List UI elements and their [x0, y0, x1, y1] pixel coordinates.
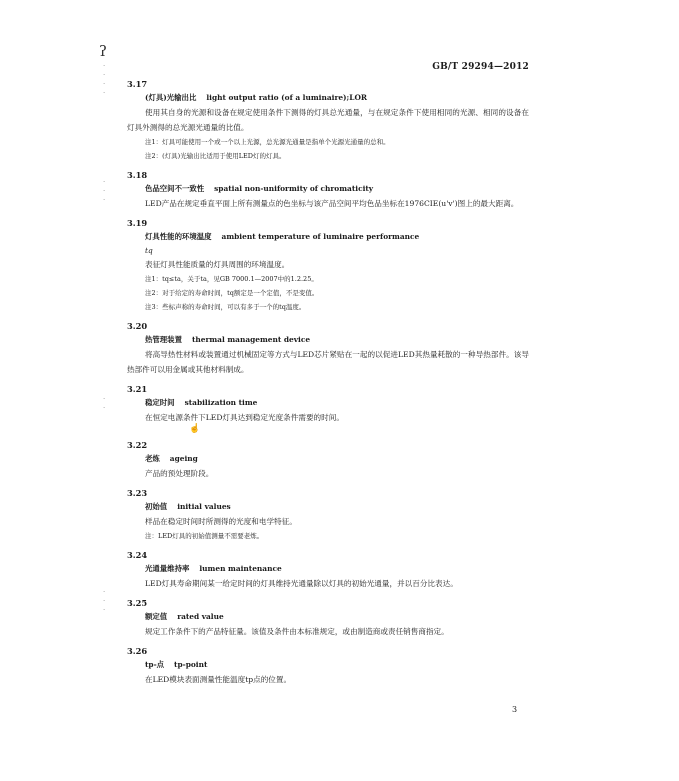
term-title — [145, 91, 529, 105]
term-number: 3.20 — [127, 321, 148, 331]
term-title — [145, 396, 529, 410]
term-title — [145, 452, 529, 466]
term-zh: 额定值 — [145, 612, 168, 621]
corner-mark: ʔ — [99, 42, 108, 60]
term-definition: 样品在稳定时间时所测得的光度和电学特征。 — [145, 517, 297, 526]
term-entry — [127, 383, 529, 433]
term-entry — [127, 645, 529, 687]
term-zh: 热管理装置 — [145, 335, 182, 344]
term-number: 3.24 — [127, 550, 148, 560]
page-number: 3 — [512, 705, 518, 714]
term-note: 注3：些标声称的寿命时间，可以有多于一个的tq温度。 — [145, 303, 306, 311]
hand-cursor-icon: ☝ — [189, 424, 201, 434]
term-number: 3.19 — [127, 218, 148, 228]
term-number: 3.26 — [127, 646, 148, 656]
term-title — [145, 230, 529, 244]
term-entry — [127, 217, 529, 314]
term-zh: 老炼 — [145, 454, 160, 463]
term-en: stabilization time — [184, 398, 258, 407]
term-definition: 使用其自身的光源和设备在规定使用条件下测得的灯具总光通量，与在规定条件下使用相同的光源、相同的设备在灯具外测得的总光源光通量的比值。 — [127, 108, 529, 132]
term-entry — [127, 597, 529, 639]
term-number: 3.17 — [127, 79, 148, 89]
term-en: thermal management device — [191, 335, 311, 344]
term-en: ageing — [169, 454, 198, 463]
term-en: initial values — [177, 502, 231, 511]
term-en: spatial non-uniformity of chromaticity — [214, 184, 374, 193]
scan-edge-marks: · · · — [103, 588, 106, 614]
term-zh: 色品空间不一致性 — [145, 184, 205, 193]
term-en: light output ratio (of a luminaire);LOR — [206, 93, 368, 102]
term-zh: (灯具)光输出比 — [145, 93, 197, 102]
standard-code: GB/T 29294—2012 — [432, 62, 529, 72]
term-zh: 光通量维持率 — [145, 564, 190, 573]
scan-edge-marks: · · · · — [103, 62, 106, 97]
term-definition: 将高导热性材料或装置通过机械固定等方式与LED芯片紧贴在一起的以促进LED其热量耗散的一种导热部件。该导热部件可以用金属或其他材料制成。 — [127, 350, 529, 374]
term-definition: LED灯具寿命期间某一给定时间的灯具维持光通量除以灯具的初始光通量，并以百分比表达。 — [145, 579, 458, 588]
term-entry — [127, 439, 529, 481]
term-definition: 规定工作条件下的产品特征量。该值及条件由本标准规定，或由制造商或责任销售商指定。 — [145, 627, 449, 636]
term-entry — [127, 549, 529, 591]
term-zh: 稳定时间 — [145, 398, 175, 407]
term-note: 注2：(灯具)光输出比适用于使用LED灯的灯具。 — [145, 152, 286, 160]
term-definition: 产品的预处理阶段。 — [145, 469, 214, 478]
term-entry — [127, 320, 529, 377]
scan-edge-marks: · · — [103, 395, 106, 412]
term-zh: tp-点 — [145, 660, 165, 669]
term-definition: LED产品在规定垂直平面上所有测量点的色坐标与该产品空间平均色品坐标在1976CIE(u'v')图上的最大距离。 — [145, 199, 519, 208]
term-definition: 表征灯具性能质量的灯具周围的环境温度。 — [145, 260, 290, 269]
term-number: 3.21 — [127, 384, 148, 394]
term-title — [145, 610, 529, 624]
term-zh: 初始值 — [145, 502, 168, 511]
document-body — [127, 78, 529, 693]
term-en: rated value — [177, 612, 224, 621]
term-note: 注1：tq≤ta，关于ta，见GB 7000.1—2007中的1.2.25。 — [145, 275, 318, 283]
scan-edge-marks: · · · — [103, 178, 106, 204]
term-entry — [127, 169, 529, 211]
term-definition: 在LED模块表面测量性能温度tp点的位置。 — [145, 675, 292, 684]
term-title — [145, 333, 529, 347]
term-zh: 灯具性能的环境温度 — [145, 232, 212, 241]
term-en: tp-point — [174, 660, 208, 669]
term-number: 3.25 — [127, 598, 148, 608]
term-en: lumen maintenance — [199, 564, 282, 573]
term-note: 注1：灯具可能使用一个或一个以上光源，总光源光通量是指单个光源光通量的总和。 — [145, 138, 390, 146]
term-number: 3.18 — [127, 170, 148, 180]
term-en: ambient temperature of luminaire performance — [221, 232, 420, 241]
term-title — [145, 182, 529, 196]
term-title — [145, 658, 529, 672]
term-title — [145, 500, 529, 514]
term-symbol: tq — [145, 246, 153, 255]
term-number: 3.23 — [127, 488, 148, 498]
term-entry — [127, 78, 529, 163]
term-title — [145, 562, 529, 576]
term-note: 注2：对于给定的寿命时间，tq额定是一个定值，不是变值。 — [145, 289, 319, 297]
term-definition: 在恒定电源条件下LED灯具达到稳定光度条件需要的时间。 — [145, 413, 344, 422]
term-note: 注：LED灯具的初始值测量不需要老炼。 — [145, 532, 264, 540]
term-number: 3.22 — [127, 440, 148, 450]
term-entry — [127, 487, 529, 543]
